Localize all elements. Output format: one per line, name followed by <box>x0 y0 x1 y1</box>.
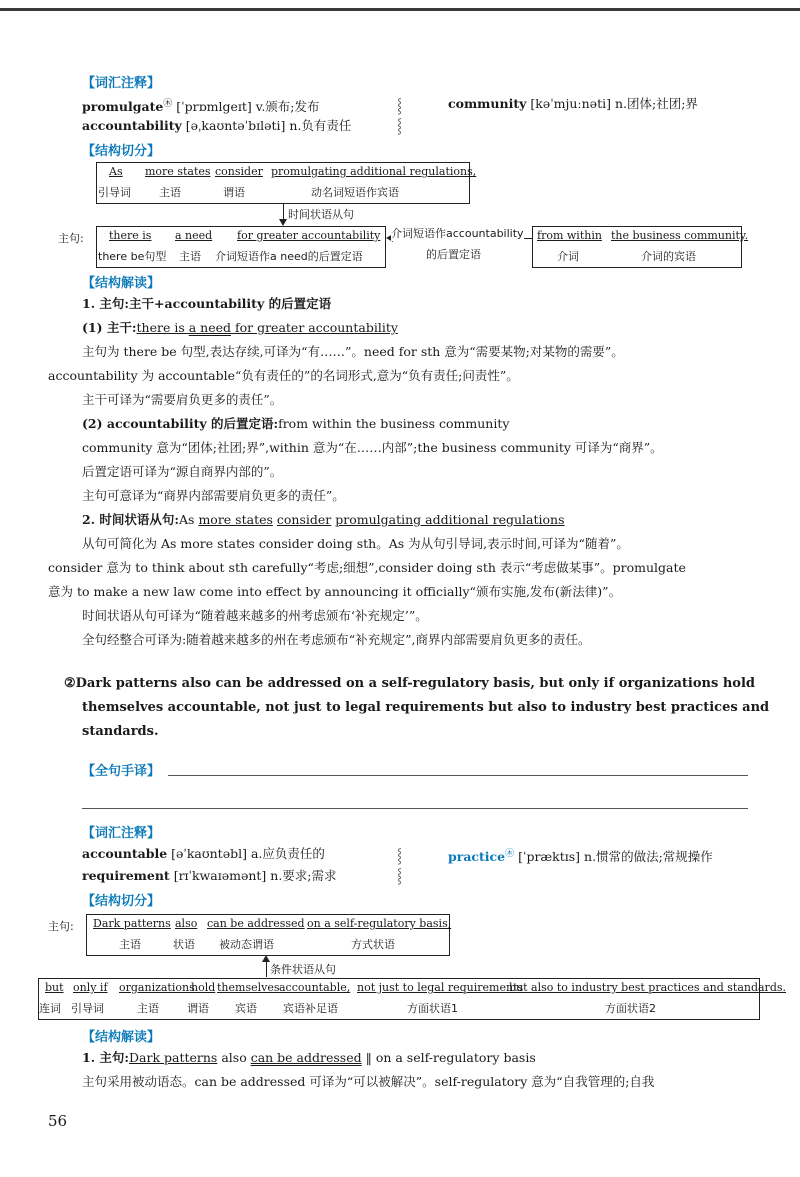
role-label: 方式状语 <box>351 938 395 951</box>
page-number: 56 <box>48 1112 68 1130</box>
divider-squiggle: ⸾ <box>397 98 403 114</box>
paragraph: 全句经整合可译为:随着越来越多的州在考虑颁布“补充规定”,商界内部需要肩负更多的责任。 <box>82 632 591 647</box>
role-label: 介词的宾语 <box>641 250 696 263</box>
clause-type-label: 条件状语从句 <box>270 963 336 976</box>
segment: consider <box>215 165 263 178</box>
vocab-word: practice <box>448 849 506 865</box>
underlined-phrase <box>137 320 398 335</box>
arrow-down <box>279 219 287 226</box>
role-label: 谓语 <box>223 186 245 199</box>
point-heading-label: 2. 时间状语从句: <box>82 512 180 527</box>
paragraph: 主句为 there be 句型,表达存续,可译为“有……”。need for sth 意为“需要某物;对某物的需要”。 <box>82 344 624 359</box>
segment: there is <box>109 229 152 242</box>
sub-point <box>82 320 398 336</box>
vocab-entry-promulgate <box>82 96 320 115</box>
role-label: 方面状语1 <box>407 1002 458 1015</box>
segment: from within <box>537 229 602 242</box>
sub-point-label: (2) accountability 的后置定语: <box>82 416 279 431</box>
modifier-label: 介词短语作accountability <box>391 227 524 240</box>
vocab-entry-accountable <box>82 846 325 862</box>
segment: organizations <box>119 981 195 994</box>
structure-heading-1: 【结构切分】 <box>82 144 161 159</box>
phrase-part-double: a need <box>188 320 231 335</box>
segment: also <box>175 917 198 930</box>
segment: only if <box>73 981 108 994</box>
paragraph: 意为 to make a new law come into effect by announcing it officially“颁布实施,发布(新法律)”。 <box>48 584 622 599</box>
vocab-definition: n.惯常的做法;常规操作 <box>584 849 713 865</box>
segment: accountable, <box>279 981 351 994</box>
point-heading <box>82 1050 536 1066</box>
sentence-line: themselves accountable, not just to legal requirements but also to industry best practices and <box>82 700 770 715</box>
sentence-line: ②Dark patterns also can be addressed on a self-regulatory basis, but only if organizations hold <box>64 676 755 691</box>
vocab-definition: n.负有责任 <box>289 118 352 133</box>
clause-box <box>96 162 477 204</box>
main-clause-box <box>86 914 450 956</box>
segment: the business community. <box>611 229 749 242</box>
top-rule <box>0 8 800 11</box>
condition-clause-box <box>38 978 786 1020</box>
paragraph: consider 意为 to think about sth carefully“考虑;细想”,consider doing sth 表示“考虑做某事”。promulgate <box>48 560 686 575</box>
paragraph: 时间状语从句可译为“随着越来越多的州考虑颁布‘补充规定’”。 <box>82 608 428 623</box>
paragraph: 后置定语可译为“源自商界内部的”。 <box>82 464 283 479</box>
segment: can be addressed <box>207 917 305 930</box>
segment: but also to industry best practices and standards. <box>509 981 786 994</box>
vocab-definition: a.应负责任的 <box>250 846 325 861</box>
segment: for greater accountability <box>237 229 381 242</box>
role-label: 主语 <box>159 186 181 199</box>
phrase-part: promulgating additional regulations <box>335 512 565 527</box>
point-heading-label: 1. 主句: <box>82 1050 130 1065</box>
clause-type-label: 时间状语从句 <box>288 208 354 221</box>
sub-point <box>82 416 509 432</box>
segment: a need <box>175 229 213 242</box>
vocab-phonetic: [əˌkaʊntəˈbɪləti] <box>185 118 286 133</box>
vocab-definition: n.要求;需求 <box>270 868 337 883</box>
main-clause-prefix: 主句: <box>58 232 84 245</box>
paragraph: 主句采用被动语态。can be addressed 可译为“可以被解决”。self-regulatory 意为“自我管理的;自我 <box>82 1074 655 1089</box>
translation-line[interactable] <box>82 808 748 809</box>
role-label: 被动态谓语 <box>219 938 274 951</box>
modifier-box <box>532 226 749 268</box>
vocab-definition: n.团体;社团;界 <box>614 96 698 111</box>
segment: but <box>45 981 64 994</box>
segment: on a self-regulatory basis, <box>307 917 452 930</box>
phrase-part: there is <box>136 320 189 335</box>
role-label: 介词 <box>557 250 579 263</box>
vocab-word: requirement <box>82 868 170 883</box>
modifier-label: 的后置定语 <box>426 248 481 261</box>
role-label: 谓语 <box>187 1002 209 1015</box>
phrase-part: can be addressed <box>250 1050 362 1065</box>
phrase-part: for greater accountability <box>231 320 398 335</box>
segment: Dark patterns <box>93 917 171 930</box>
point-heading-2 <box>82 512 565 528</box>
paragraph: accountability 为 accountable“负有责任的”的名词形式,意为“负有责任;问责性”。 <box>48 368 519 383</box>
segment: promulgating additional regulations, <box>271 165 477 178</box>
vocab-phonetic: [ˈpræktɪs] <box>518 849 581 865</box>
main-clause-box <box>96 226 386 268</box>
translation-line[interactable] <box>168 775 748 776</box>
divider-squiggle: ⸾ <box>397 118 403 134</box>
role-label: 主语 <box>179 250 201 263</box>
paragraph: community 意为“团体;社团;界”,within 意为“在……内部”;the business community 可译为“商界”。 <box>82 440 663 455</box>
phrase-part: also <box>217 1050 251 1065</box>
phrase-part: ‖ on a self-regulatory basis <box>361 1050 536 1065</box>
analysis-heading-2: 【结构解读】 <box>82 1030 161 1045</box>
structure-heading-2: 【结构切分】 <box>82 894 161 909</box>
vocab-definition: v.颁布;发布 <box>255 99 320 115</box>
connector-line <box>266 961 267 977</box>
frequency-mark: ㊍ <box>163 99 173 109</box>
role-label: 方面状语2 <box>605 1002 656 1015</box>
paragraph: 主干可译为“需要肩负更多的责任”。 <box>82 392 283 407</box>
role-label: there be句型 <box>98 250 167 263</box>
vocab-entry-community <box>448 96 698 112</box>
role-label: 主语 <box>119 938 141 951</box>
vocab-phonetic: [kəˈmjuːnəti] <box>530 96 611 111</box>
phrase-part: As <box>179 512 199 527</box>
segment: not just to legal requirements <box>357 981 524 994</box>
role-label: 状语 <box>173 938 195 951</box>
phrase-part: Dark patterns <box>129 1050 218 1065</box>
segment: As <box>109 165 123 178</box>
frequency-mark: ㊍ <box>505 849 515 859</box>
divider-squiggle: ⸾ <box>397 868 403 884</box>
vocab-entry-requirement <box>82 868 337 884</box>
point-heading: 1. 主句:主干+accountability 的后置定语 <box>82 296 332 311</box>
sentence-line: standards. <box>82 724 159 739</box>
segment: hold <box>191 981 216 994</box>
paragraph: 主句可意译为“商界内部需要肩负更多的责任”。 <box>82 488 345 503</box>
vocab-phonetic: [əˈkaʊntəbl] <box>171 846 247 861</box>
role-label: 引导词 <box>98 186 131 199</box>
role-label: 引导词 <box>71 1002 104 1015</box>
vocab-phonetic: [ˈprɒmlgeɪt] <box>176 99 252 115</box>
vocab-word: community <box>448 96 527 111</box>
role-label: 宾语补足语 <box>283 1002 338 1015</box>
role-label: 宾语 <box>235 1002 257 1015</box>
vocab-entry-practice <box>448 846 713 865</box>
vocab-heading-1: 【词汇注释】 <box>82 76 161 91</box>
segment: themselves <box>217 981 280 994</box>
divider-squiggle: ⸾ <box>397 848 403 864</box>
vocab-entry-accountability <box>82 118 351 134</box>
vocab-heading-2: 【词汇注释】 <box>82 826 161 841</box>
role-label: 介词短语作a need的后置定语 <box>215 250 363 263</box>
role-label: 动名词短语作宾语 <box>311 186 399 199</box>
translation-heading: 【全句手译】 <box>82 764 161 779</box>
vocab-phonetic: [rɪˈkwaɪəmənt] <box>173 868 267 883</box>
vocab-word: accountability <box>82 118 182 133</box>
phrase-part: consider <box>276 512 332 527</box>
sub-point-label: (1) 主干: <box>82 320 137 335</box>
segment: more states <box>145 165 211 178</box>
phrase-part: more states <box>198 512 273 527</box>
role-label: 主语 <box>137 1002 159 1015</box>
main-clause-prefix: 主句: <box>48 920 74 933</box>
vocab-word: accountable <box>82 846 168 861</box>
vocab-word: promulgate <box>82 99 164 115</box>
sub-point-text: from within the business community <box>278 416 510 431</box>
analysis-heading-1: 【结构解读】 <box>82 276 161 291</box>
role-label: 连词 <box>39 1002 61 1015</box>
paragraph: 从句可简化为 As more states consider doing sth。As 为从句引导词,表示时间,可译为“随着”。 <box>82 536 629 551</box>
